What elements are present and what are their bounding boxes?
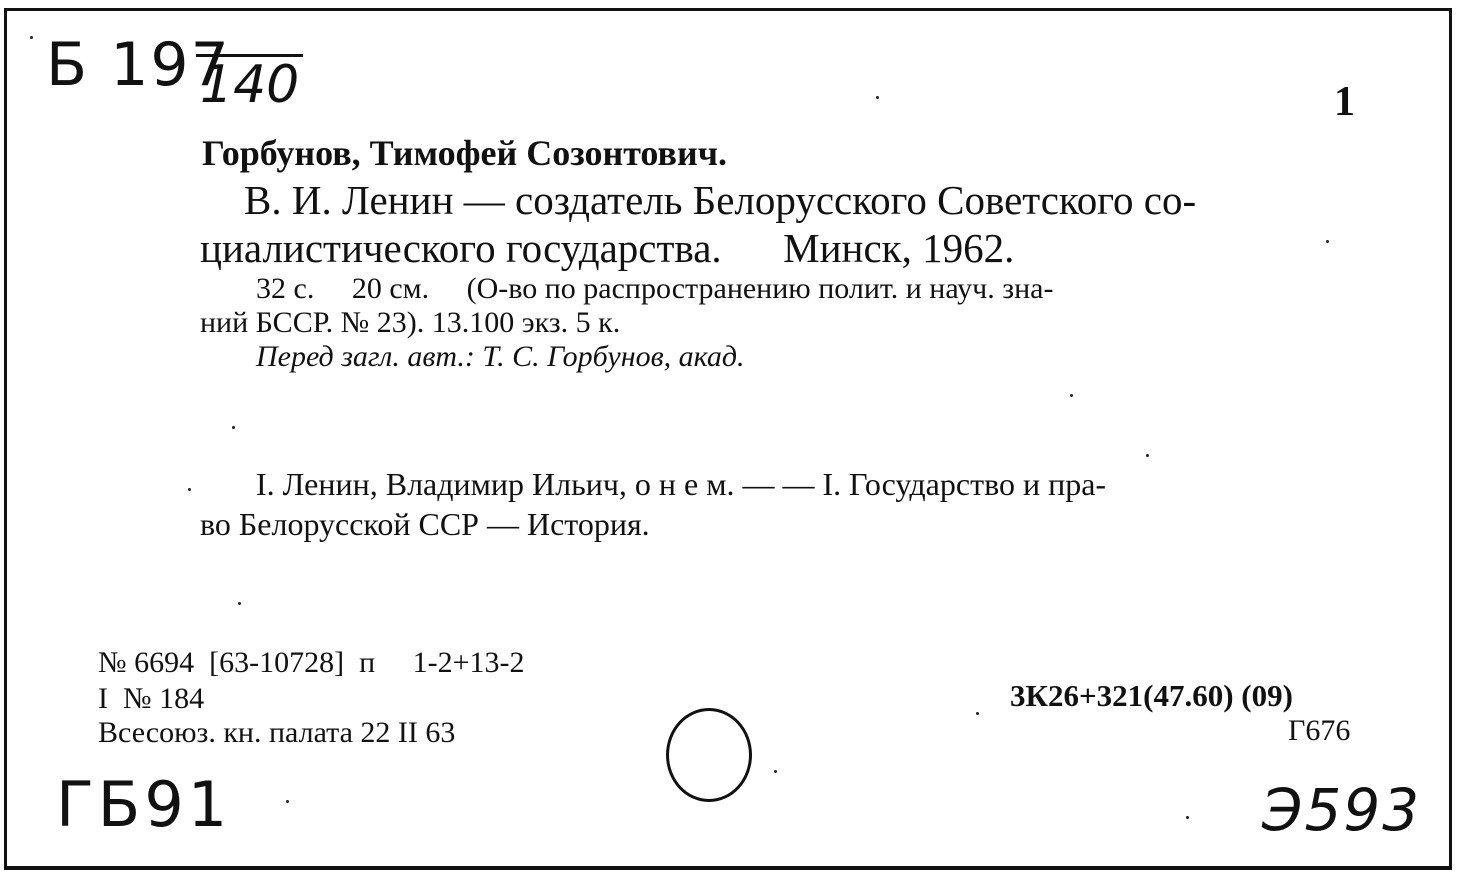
scan-speck bbox=[232, 426, 235, 429]
scan-speck bbox=[774, 770, 777, 773]
card-number: 1 bbox=[1334, 79, 1355, 125]
punch-hole bbox=[666, 708, 752, 802]
handwritten-code-left: ГБ91 bbox=[56, 768, 232, 841]
scan-speck bbox=[1186, 816, 1189, 819]
scan-speck bbox=[1326, 240, 1329, 243]
collation-line: ний БССР. № 23). 13.100 экз. 5 к. bbox=[200, 306, 621, 339]
scan-speck bbox=[1146, 454, 1149, 457]
author-heading: Горбунов, Тимофей Созонтович. bbox=[202, 133, 728, 173]
title-line: В. И. Ленин — создатель Белорусского Советского со- bbox=[244, 177, 1197, 223]
shelf-number: 140 bbox=[196, 54, 303, 113]
subject-line: I. Ленин, Владимир Ильич, о н е м. — — I. Государство и пра- bbox=[256, 466, 1107, 502]
title-note: Перед загл. авт.: Т. С. Горбунов, акад. bbox=[256, 340, 745, 373]
subject-line: во Белорусской ССР — История. bbox=[200, 506, 650, 542]
scan-speck bbox=[30, 36, 33, 39]
shelf-mark: Б 197 bbox=[46, 30, 231, 100]
author-mark: Г676 bbox=[1288, 714, 1351, 747]
scan-speck bbox=[238, 602, 241, 605]
registry-line: Всесоюз. кн. палата 22 II 63 bbox=[98, 716, 456, 749]
title-line: циалистического государства. Минск, 1962. bbox=[200, 225, 1015, 271]
registry-line: I № 184 bbox=[98, 682, 205, 715]
classification-index: 3К26+321(47.60) (09) bbox=[1010, 678, 1293, 713]
registry-line: № 6694 [63-10728] п 1-2+13-2 bbox=[98, 646, 525, 679]
handwritten-code-right: Э593 bbox=[1262, 776, 1422, 844]
scan-speck bbox=[286, 800, 289, 803]
collation-line: 32 с. 20 см. (О-во по распространению полит. и науч. зна- bbox=[256, 272, 1054, 305]
scan-speck bbox=[876, 96, 879, 99]
scan-speck bbox=[188, 488, 191, 491]
scan-speck bbox=[1070, 394, 1073, 397]
scan-speck bbox=[976, 712, 979, 715]
